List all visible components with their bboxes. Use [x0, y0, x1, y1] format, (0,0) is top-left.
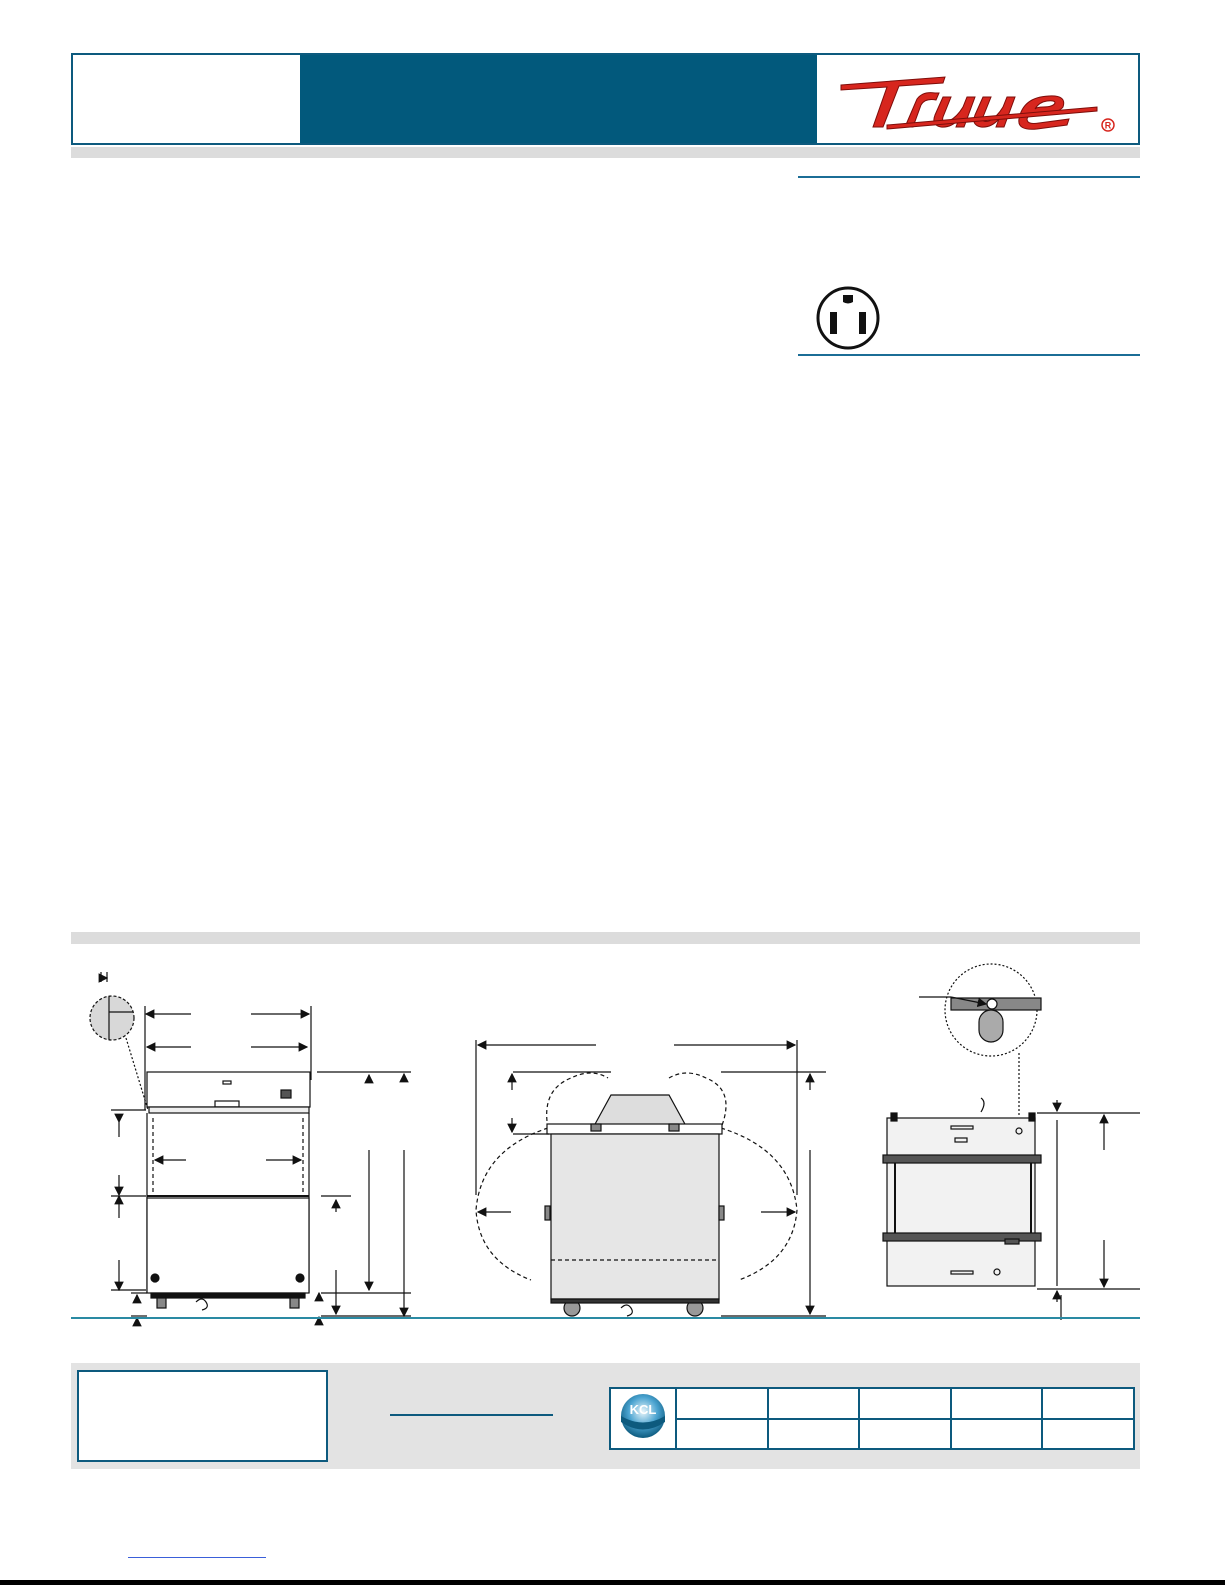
- header-title-band: [300, 55, 817, 143]
- signature-line: [390, 1414, 553, 1416]
- front-view: [90, 972, 411, 1325]
- drawing-canvas: [71, 950, 1140, 1340]
- page-bottom-edge: [0, 1580, 1225, 1585]
- registered-mark-icon: [1102, 119, 1114, 131]
- approval-cell: [859, 1388, 951, 1419]
- svg-text:KCL: KCL: [629, 1402, 657, 1417]
- svg-text:R: R: [1104, 120, 1112, 131]
- approval-cell: [768, 1388, 860, 1419]
- approval-cell: [1042, 1388, 1134, 1419]
- true-logo-icon: [817, 55, 1138, 143]
- spec-rule-top: [798, 176, 1140, 178]
- approval-table: [609, 1387, 1135, 1445]
- kcl-logo-icon: [611, 1389, 675, 1443]
- approval-info-box: [77, 1370, 328, 1462]
- footer: [71, 1363, 1140, 1469]
- approval-cell: [951, 1388, 1043, 1419]
- top-view: [883, 964, 1140, 1320]
- drawings-section-band: [71, 932, 1140, 944]
- approval-cell: [859, 1419, 951, 1450]
- approval-cell: [1042, 1419, 1134, 1450]
- approval-cell: [951, 1419, 1043, 1450]
- kcl-logo-cell: [610, 1388, 676, 1449]
- technical-drawings: [71, 950, 1140, 1340]
- spec-rule-bottom: [798, 354, 1140, 356]
- approval-cell: [676, 1419, 768, 1450]
- floor-line: [71, 1317, 1140, 1319]
- approval-cell: [768, 1419, 860, 1450]
- header: [71, 53, 1140, 145]
- header-model-box: [73, 55, 300, 143]
- header-divider: [71, 147, 1140, 158]
- side-view: [476, 1040, 826, 1316]
- approval-cell: [676, 1388, 768, 1419]
- footer-link-underline[interactable]: [128, 1557, 266, 1558]
- brand-logo: [817, 55, 1138, 143]
- nema-plug-icon: [815, 285, 881, 351]
